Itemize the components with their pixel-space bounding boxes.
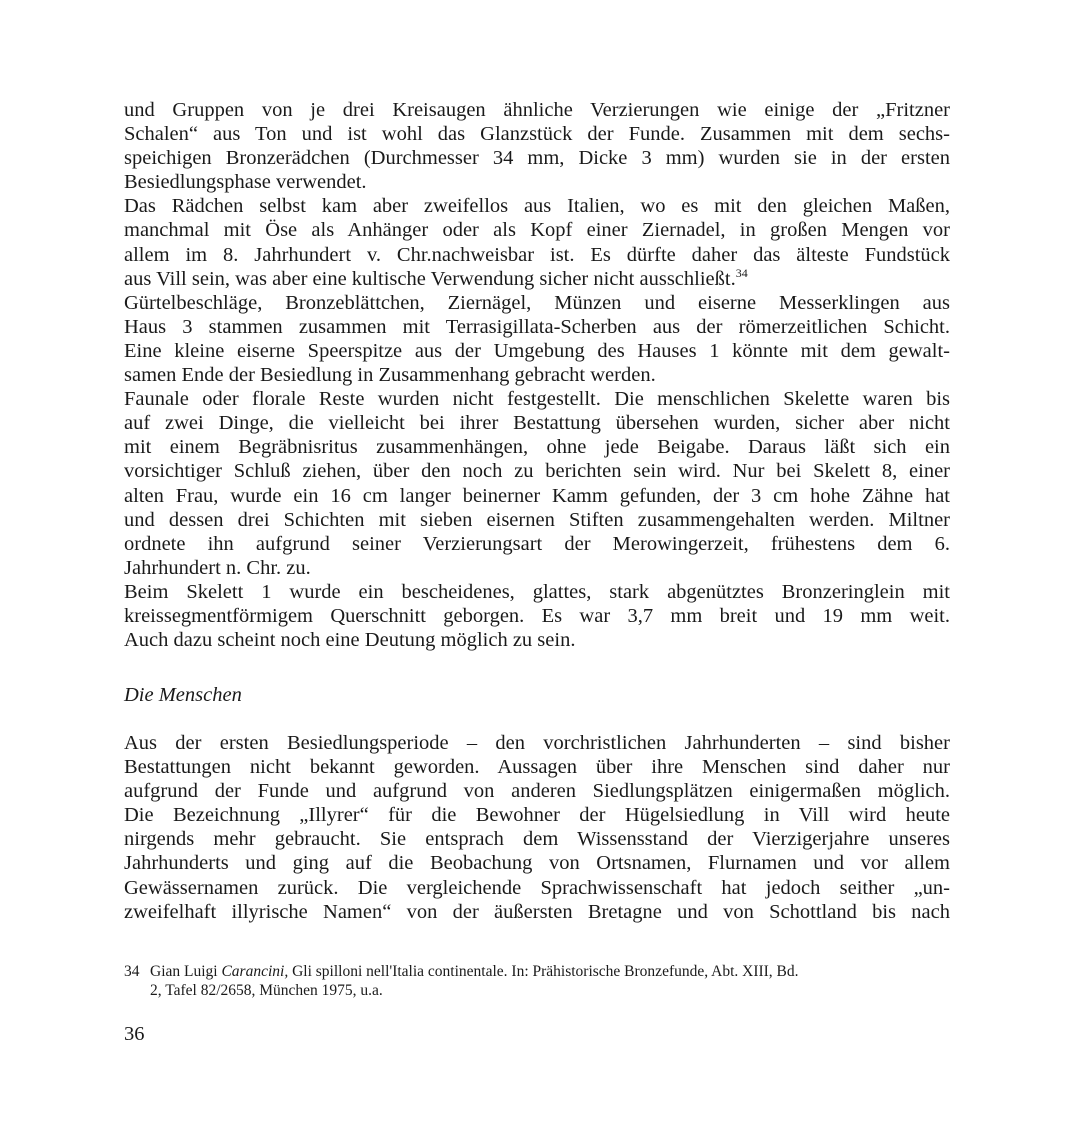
text-line: und Gruppen von je drei Kreisaugen ähnliche Verzierungen wie einige der „Fritzner — [124, 99, 950, 121]
text-line: Die Bezeichnung „Illyrer“ für die Bewohner der Hügelsiedlung in Vill wird heute — [124, 804, 950, 827]
text-line: samen Ende der Besiedlung in Zusammenhang gebracht werden. — [124, 364, 656, 387]
footnote-number: 34 — [124, 963, 140, 980]
text-line: Gürtelbeschläge, Bronzeblättchen, Ziernägel, Münzen und eiserne Messerklingen aus — [124, 291, 950, 314]
text-line: zweifelhaft illyrische Namen“ von der äußersten Bretagne und von Schottland bis nach — [124, 900, 950, 923]
footnote-author-prefix: Gian Luigi — [150, 963, 222, 980]
footnote-line — [124, 962, 950, 981]
text-line: kreissegmentförmigem Querschnitt geborgen. Es war 3,7 mm breit und 19 mm weit. — [124, 604, 950, 627]
text-line: Eine kleine eiserne Speerspitze aus der Umgebung des Hauses 1 könnte mit dem gewalt- — [124, 339, 950, 362]
footnote — [124, 962, 950, 1000]
text-line: alten Frau, wurde ein 16 cm langer beinerner Kamm gefunden, der 3 cm hohe Zähne hat — [124, 484, 950, 507]
text-line: Aus der ersten Besiedlungsperiode – den vorchristlichen Jahrhunderten – sind bisher — [124, 732, 950, 754]
text-line: nirgends mehr gebraucht. Sie entsprach dem Wissensstand der Vierzigerjahre unseres — [124, 828, 950, 851]
text-line: Faunale oder florale Reste wurden nicht festgestellt. Die menschlichen Skelette waren bis — [124, 388, 950, 411]
text-line: vorsichtiger Schluß ziehen, über den noch zu berichten sein wird. Nur bei Skelett 8, einer — [124, 460, 950, 483]
footnote-author-surname: Carancini, — [221, 963, 289, 980]
footnote-reference: 34 — [735, 265, 748, 280]
text-line: aufgrund der Funde und aufgrund von anderen Siedlungsplätzen einigermaßen möglich. — [124, 780, 950, 803]
text-line: speichigen Bronzerädchen (Durchmesser 34 mm, Dicke 3 mm) wurden sie in der ersten — [124, 147, 950, 170]
text-line: Das Rädchen selbst kam aber zweifellos aus Italien, wo es mit den gleichen Maßen, — [124, 195, 950, 218]
text-line-with-footnote-ref — [124, 267, 950, 291]
footnote-citation: Gli spilloni nell'Italia continentale. In: Prähistorische Bronzefunde, Abt. XIII, Bd. — [288, 963, 799, 980]
text-line: Gewässernamen zurück. Die vergleichende Sprachwissenschaft hat jedoch seither „un- — [124, 876, 950, 899]
page-number: 36 — [124, 1023, 145, 1045]
footnote-line-2: 2, Tafel 82/2658, München 1975, u.a. — [150, 982, 383, 999]
text-line: Besiedlungsphase verwendet. — [124, 171, 367, 194]
text-line: allem im 8. Jahrhundert v. Chr.nachweisbar ist. Es dürfte daher das älteste Fundstück — [124, 243, 950, 266]
text-line: Jahrhundert n. Chr. zu. — [124, 556, 311, 579]
text-line: Haus 3 stammen zusammen mit Terrasigillata-Scherben aus der römerzeitlichen Schicht. — [124, 315, 950, 338]
text-line: Auch dazu scheint noch eine Deutung möglich zu sein. — [124, 629, 576, 652]
section-text-block — [124, 731, 950, 924]
text-line: manchmal mit Öse als Anhänger oder als Kopf einer Ziernadel, in großen Mengen vor — [124, 219, 950, 242]
text-line: ordnete ihn aufgrund seiner Verzierungsart der Merowingerzeit, frühestens dem 6. — [124, 532, 950, 555]
text-line: Jahrhunderts und ging auf die Beobachung von Ortsnamen, Flurnamen und vor allem — [124, 852, 950, 875]
text-line: aus Vill sein, was aber eine kultische Verwendung sicher nicht ausschließt. — [124, 267, 736, 290]
text-line: Beim Skelett 1 wurde ein bescheidenes, glattes, stark abgenütztes Bronzeringlein mit — [124, 580, 950, 603]
section-heading: Die Menschen — [124, 684, 242, 706]
text-line: und dessen drei Schichten mit sieben eisernen Stiften zusammengehalten werden. Miltner — [124, 508, 950, 531]
text-line: auf zwei Dinge, die vielleicht bei ihrer Bestattung übersehen wurden, sicher aber nicht — [124, 412, 950, 435]
text-line: mit einem Begräbnisritus zusammenhängen, ohne jede Beigabe. Daraus läßt sich ein — [124, 436, 950, 459]
text-line: Bestattungen nicht bekannt geworden. Aussagen über ihre Menschen sind daher nur — [124, 756, 950, 779]
text-line: Schalen“ aus Ton und ist wohl das Glanzstück der Funde. Zusammen mit dem sechs- — [124, 123, 950, 146]
main-text-block — [124, 98, 950, 652]
